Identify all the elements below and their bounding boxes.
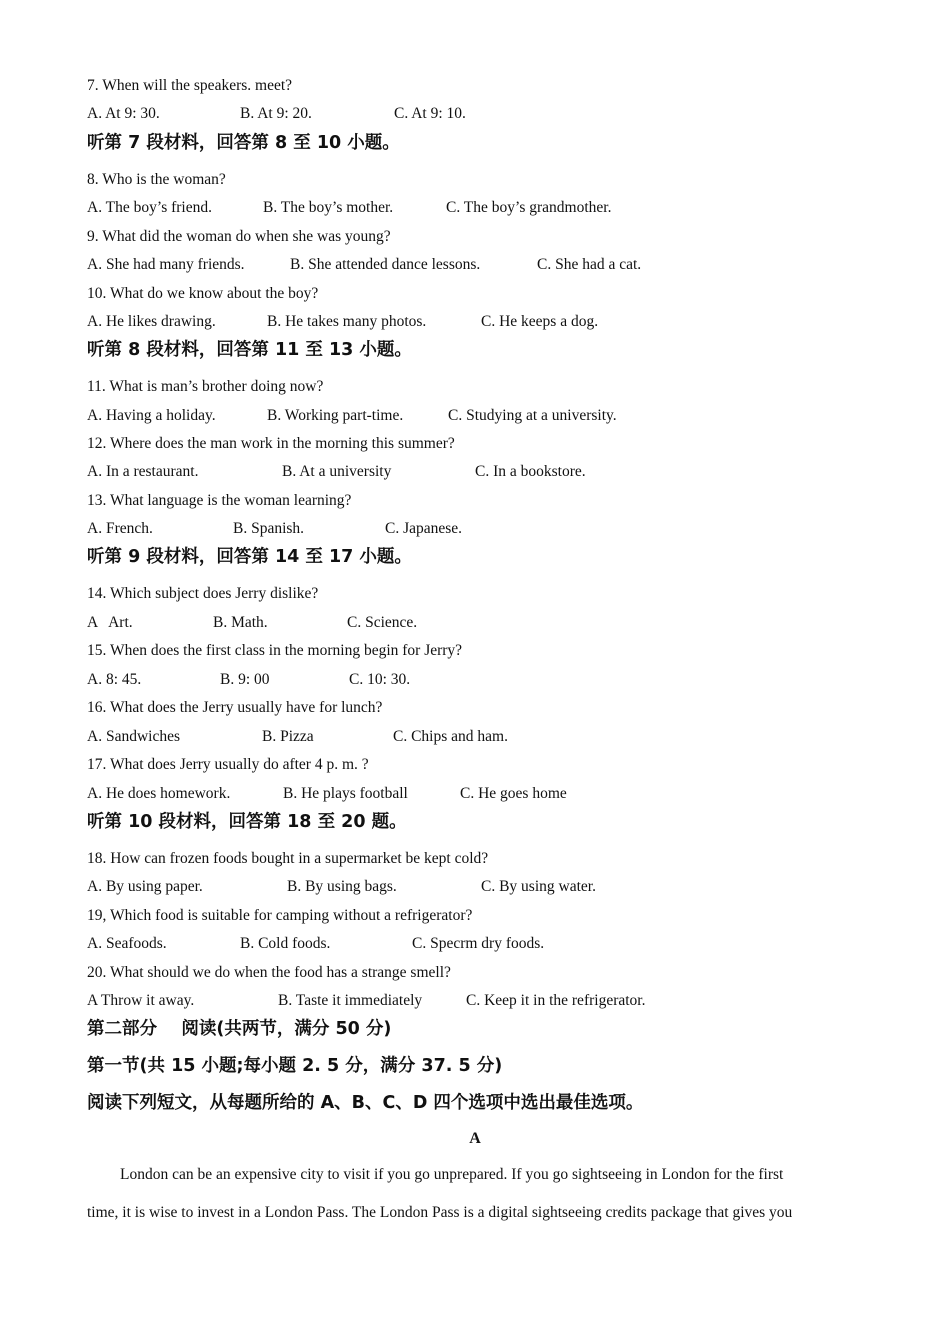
option-b: B. He takes many photos. [267,313,427,330]
option-c: C. Studying at a university. [448,407,617,424]
part-two-heading: 第二部分 阅读(共两节，满分 50 分) [87,1019,392,1039]
option-b: B. Pizza [262,728,314,745]
question-13: 13. What language is the woman learning? [87,492,352,509]
option-c: C. At 9: 10. [394,105,466,122]
option-a: A Throw it away. [87,992,195,1009]
option-b: B. Math. [213,614,268,631]
option-c: C. In a bookstore. [475,463,586,480]
option-a: A. At 9: 30. [87,105,160,122]
section-heading-9: 听第 9 段材料，回答第 14 至 17 小题。 [87,547,412,567]
option-b: B. Cold foods. [240,935,331,952]
option-b: B. Working part-time. [267,407,404,424]
question-19: 19, Which food is suitable for camping without a refrigerator? [87,907,473,924]
option-c: C. Specrm dry foods. [412,935,545,952]
option-c: C. He goes home [460,785,567,802]
question-12: 12. Where does the man work in the morning this summer? [87,435,455,452]
option-a: A. She had many friends. [87,256,245,273]
passage-line-2: time, it is wise to invest in a London Pass. The London Pass is a digital sightseeing credits package that gives you [87,1204,793,1221]
option-b: B. The boy’s mother. [263,199,394,216]
option-b: B. She attended dance lessons. [290,256,481,273]
option-b: B. Taste it immediately [278,992,423,1009]
question-17: 17. What does Jerry usually do after 4 p. m. ? [87,756,369,773]
question-9: 9. What did the woman do when she was young? [87,228,391,245]
option-c: C. The boy’s grandmother. [446,199,612,216]
question-20: 20. What should we do when the food has a strange smell? [87,964,451,981]
question-16: 16. What does the Jerry usually have for lunch? [87,699,383,716]
option-b: B. By using bags. [287,878,397,895]
option-b: B. At 9: 20. [240,105,312,122]
option-b: B. 9: 00 [220,671,270,688]
option-a: A. 8: 45. [87,671,142,688]
option-a: A. Sandwiches [87,728,180,745]
question-11: 11. What is man’s brother doing now? [87,378,324,395]
option-c: C. By using water. [481,878,596,895]
section-one-heading: 第一节(共 15 小题;每小题 2. 5 分，满分 37. 5 分) [87,1056,503,1076]
option-a: A. By using paper. [87,878,203,895]
question-8: 8. Who is the woman? [87,171,226,188]
question-18: 18. How can frozen foods bought in a supermarket be kept cold? [87,850,489,867]
instruction-text: 阅读下列短文，从每题所给的 A、B、C、D 四个选项中选出最佳选项。 [87,1093,644,1113]
option-c: C. Chips and ham. [393,728,508,745]
option-c: C. 10: 30. [349,671,411,688]
section-heading-10: 听第 10 段材料，回答第 18 至 20 题。 [87,812,407,832]
option-c: C. Science. [347,614,418,631]
section-heading-8: 听第 8 段材料，回答第 11 至 13 小题。 [87,340,412,360]
passage-line-1: London can be an expensive city to visit if you go unprepared. If you go sightseeing in London for the first [120,1166,784,1183]
question-14: 14. Which subject does Jerry dislike? [87,585,319,602]
question-15: 15. When does the first class in the morning begin for Jerry? [87,642,463,659]
option-a: A. French. [87,520,153,537]
option-a: A. In a restaurant. [87,463,199,480]
option-a: A. Seafoods. [87,935,167,952]
option-a: A. He does homework. [87,785,231,802]
option-c: C. She had a cat. [537,256,642,273]
option-b: B. Spanish. [233,520,305,537]
option-b: B. He plays football [283,785,408,802]
option-a: A Art. [87,614,133,631]
option-c: C. He keeps a dog. [481,313,599,330]
passage-label: A [469,1130,481,1147]
option-c: C. Japanese. [385,520,463,537]
option-a: A. Having a holiday. [87,407,216,424]
section-heading-7: 听第 7 段材料，回答第 8 至 10 小题。 [87,133,400,153]
option-b: B. At a university [282,463,392,480]
option-a: A. He likes drawing. [87,313,216,330]
option-c: C. Keep it in the refrigerator. [466,992,646,1009]
question-7: 7. When will the speakers. meet? [87,77,293,94]
question-10: 10. What do we know about the boy? [87,285,319,302]
option-a: A. The boy’s friend. [87,199,212,216]
